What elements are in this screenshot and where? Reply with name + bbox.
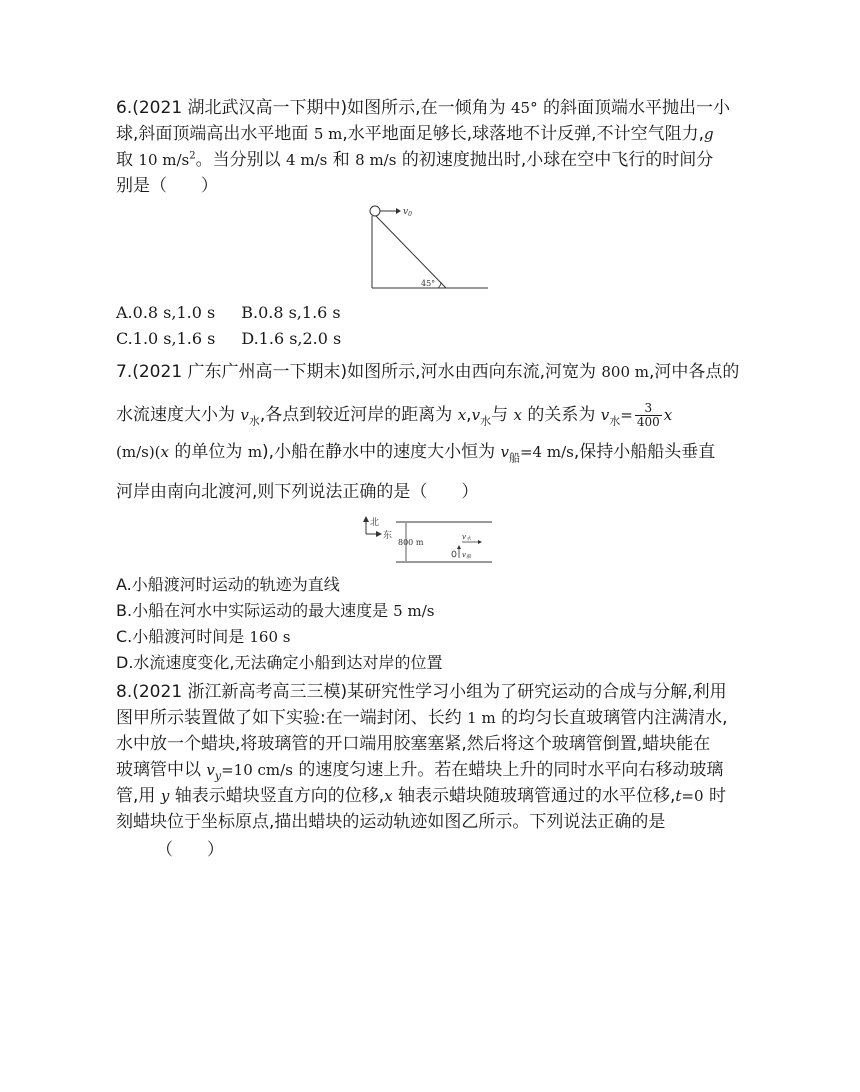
water-arrowhead xyxy=(478,540,482,544)
north-arrowhead xyxy=(363,516,369,522)
q6-option-b[interactable]: B.0.8 s,1.6 s xyxy=(241,303,341,322)
q7-line-2: 水流速度大小为 $v_水$,各点到较近河岸的距离为 $x,v_水$与 x 的关系为 $v_水=$ $\frac{3}{400}$ x xyxy=(116,400,673,429)
q7-option-c[interactable]: C.小船渡河时间是 160 s xyxy=(116,627,291,646)
q8-line-5: 管,用 y 轴表示蜡块竖直方向的位移,x 轴表示蜡块随玻璃管通过的水平位移,t=0 时 xyxy=(116,786,726,806)
ball xyxy=(370,206,380,216)
q7-line-1: 7.(2021 广东广州高一下期末)如图所示,河水由西向东流,河宽为 800 m,河中各点的 xyxy=(116,362,740,382)
fraction: $\frac{3}{400}$ xyxy=(636,400,660,429)
q8-line-6: 刻蜡块位于坐标原点,描出蜡块的运动轨迹如图乙所示。下列说法正确的是 xyxy=(116,812,666,832)
q6-options-row-2 xyxy=(116,328,341,350)
q6-line-1: 6.(2021 湖北武汉高一下期中)如图所示,在一倾角为 45° 的斜面顶端水平抛出一小 xyxy=(116,98,730,118)
boat-arrowhead xyxy=(457,545,461,549)
incline-surface xyxy=(376,216,446,288)
q7-option-a[interactable]: A.小船渡河时运动的轨迹为直线 xyxy=(116,575,340,594)
q7-line-3: (m/s)(x 的单位为 m),小船在静水中的速度大小恒为 $v_船=4$ m/s,保持小船船头垂直 xyxy=(116,442,716,465)
q8-line-1: 8.(2021 浙江新高考高三三模)某研究性学习小组为了研究运动的合成与分解,利用 xyxy=(116,682,727,702)
q7-option-b[interactable]: B.小船在河水中实际运动的最大速度是 5 m/s xyxy=(116,601,435,620)
q6-line-3: 取 10 $m/s^2$。当分别以 4 m/s 和 8 m/s 的初速度抛出时,小球在空中飞行的时间分 xyxy=(116,150,714,170)
q8-line-7: （ ） xyxy=(156,840,224,860)
angle-arc xyxy=(438,282,441,288)
q6-incline-figure xyxy=(366,202,490,292)
q7-option-d[interactable]: D.水流速度变化,无法确定小船到达对岸的位置 xyxy=(116,653,443,672)
north-label: 北 xyxy=(370,518,380,528)
q7-river-figure xyxy=(358,514,498,566)
water-velocity-label: v水 xyxy=(462,533,471,542)
river-width-label: 800 m xyxy=(398,538,424,547)
q6-options-row-1 xyxy=(116,302,341,324)
q6-option-d[interactable]: D.1.6 s,2.0 s xyxy=(241,329,342,348)
q7-line-4: 河岸由南向北渡河,则下列说法正确的是（ ） xyxy=(116,482,479,502)
q6-line-2: 球,斜面顶端高出水平地面 5 m,水平地面足够长,球落地不计反弹,不计空气阻力,g xyxy=(116,124,714,144)
q6-option-a[interactable]: A.0.8 s,1.0 s xyxy=(116,303,216,322)
angle-label: 45° xyxy=(421,279,436,288)
velocity-arrowhead xyxy=(396,208,401,214)
v0-label: $v_0$ xyxy=(403,207,412,218)
q8-line-4: 玻璃管中以 $v_y=10$ cm/s 的速度匀速上升。若在蜡块上升的同时水平向右移动玻璃 xyxy=(116,760,724,783)
q6-option-c[interactable]: C.1.0 s,1.6 s xyxy=(116,329,216,348)
boat xyxy=(452,551,456,557)
q6-line-4: 别是（ ） xyxy=(116,176,218,196)
q8-line-2: 图甲所示装置做了如下实验:在一端封闭、长约 1 m 的均匀长直玻璃管内注满清水, xyxy=(116,708,728,728)
boat-velocity-label: v船 xyxy=(462,551,471,560)
east-arrowhead xyxy=(376,531,382,537)
q8-line-3: 水中放一个蜡块,将玻璃管的开口端用胶塞塞紧,然后将这个玻璃管倒置,蜡块能在 xyxy=(116,734,711,754)
east-label: 东 xyxy=(383,531,393,541)
